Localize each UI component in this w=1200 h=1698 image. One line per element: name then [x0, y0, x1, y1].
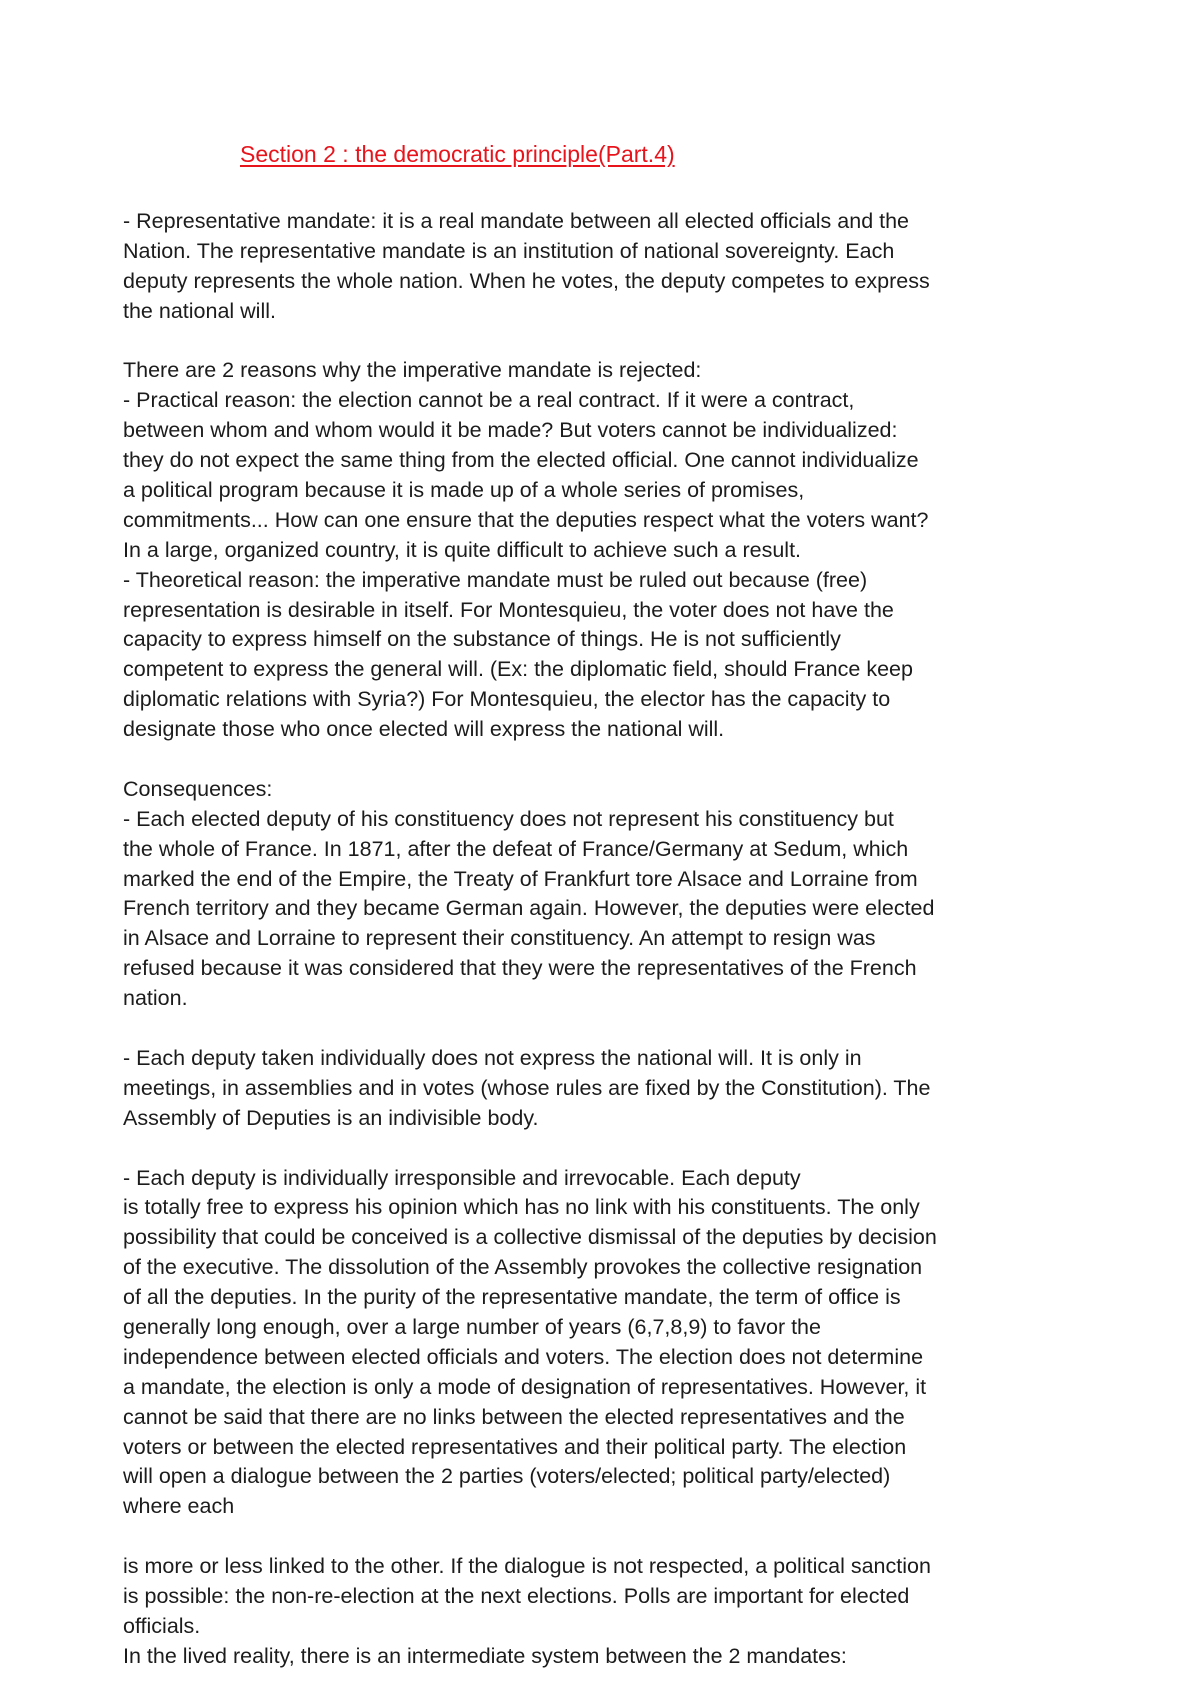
text-line: refused because it was considered that they were the representatives of the French	[123, 956, 917, 981]
text-line: In a large, organized country, it is quite difficult to achieve such a result.	[123, 537, 802, 562]
text-line: the whole of France. In 1871, after the defeat of France/Germany at Sedum, which	[123, 836, 909, 861]
text-line: In the lived reality, there is an intermediate system between the 2 mandates:	[123, 1643, 847, 1668]
text-line: a mandate, the election is only a mode of designation of representatives. However, it	[123, 1374, 927, 1399]
text-line: There are 2 reasons why the imperative mandate is rejected:	[123, 358, 702, 383]
text-line: of all the deputies. In the purity of the representative mandate, the term of office is	[123, 1285, 901, 1310]
text-line: independence between elected officials and voters. The election does not determine	[123, 1344, 924, 1369]
text-line: Nation. The representative mandate is an institution of national sovereignty. Each	[123, 238, 895, 263]
paragraph-gap	[123, 745, 1133, 775]
text-line: - Theoretical reason: the imperative mandate must be ruled out because (free)	[123, 567, 868, 592]
text-line: - Representative mandate: it is a real mandate between all elected officials and the	[123, 209, 910, 233]
text-line: voters or between the elected representatives and their political party. The election	[123, 1434, 907, 1459]
text-line: possibility that could be conceived is a collective dismissal of the deputies by decision	[123, 1225, 937, 1250]
text-line: commitments... How can one ensure that the deputies respect what the voters want?	[123, 507, 929, 532]
text-line: Assembly of Deputies is an indivisible body.	[123, 1105, 539, 1130]
paragraph-gap	[123, 1134, 1133, 1164]
text-line: - Practical reason: the election cannot be a real contract. If it were a contract,	[123, 388, 855, 413]
text-line: representation is desirable in itself. For Montesquieu, the voter does not have the	[123, 597, 894, 622]
text-line: - Each deputy is individually irresponsible and irrevocable. Each deputy	[123, 1165, 801, 1190]
text-line: will open a dialogue between the 2 parties (voters/elected; political party/elected)	[123, 1464, 891, 1489]
text-line: the national will.	[123, 298, 276, 323]
text-line: deputy represents the whole nation. When he votes, the deputy competes to express	[123, 268, 930, 293]
text-line: a political program because it is made up of a whole series of promises,	[123, 478, 805, 503]
text-line: generally long enough, over a large number of years (6,7,8,9) to favor the	[123, 1314, 821, 1339]
document-body	[123, 207, 1133, 1672]
text-line: between whom and whom would it be made? But voters cannot be individualized:	[123, 418, 898, 443]
text-line: of the executive. The dissolution of the Assembly provokes the collective resignation	[123, 1255, 923, 1280]
text-line: is possible: the non-re-election at the next elections. Polls are important for elected	[123, 1583, 910, 1608]
text-line: marked the end of the Empire, the Treaty of Frankfurt tore Alsace and Lorraine from	[123, 866, 918, 891]
text-line: officials.	[123, 1613, 201, 1638]
text-line: diplomatic relations with Syria?) For Montesquieu, the elector has the capacity to	[123, 687, 891, 712]
text-line: designate those who once elected will express the national will.	[123, 717, 725, 742]
text-line: Consequences:	[123, 776, 273, 801]
text-line: cannot be said that there are no links between the elected representatives and the	[123, 1404, 905, 1429]
text-line: where each	[123, 1494, 235, 1519]
paragraph-gap	[123, 327, 1133, 357]
paragraph-gap	[123, 1522, 1133, 1552]
text-line: French territory and they became German again. However, the deputies were elected	[123, 896, 935, 921]
text-line: in Alsace and Lorraine to represent their constituency. An attempt to resign was	[123, 926, 876, 951]
text-line: meetings, in assemblies and in votes (whose rules are fixed by the Constitution). The	[123, 1075, 931, 1100]
section-title: Section 2 : the democratic principle(Part.4)	[240, 141, 675, 167]
text-line: - Each elected deputy of his constituency does not represent his constituency but	[123, 806, 894, 831]
text-line: capacity to express himself on the substance of things. He is not sufficiently	[123, 627, 841, 652]
text-line: is more or less linked to the other. If the dialogue is not respected, a political sanction	[123, 1554, 931, 1579]
paragraph-gap	[123, 1014, 1133, 1044]
text-line: - Each deputy taken individually does not express the national will. It is only in	[123, 1045, 862, 1070]
text-line: competent to express the general will. (Ex: the diplomatic field, should France keep	[123, 657, 913, 682]
text-line: they do not expect the same thing from the elected official. One cannot individualize	[123, 448, 919, 473]
text-line: nation.	[123, 986, 188, 1011]
text-line: is totally free to express his opinion which has no link with his constituents. The only	[123, 1195, 920, 1220]
